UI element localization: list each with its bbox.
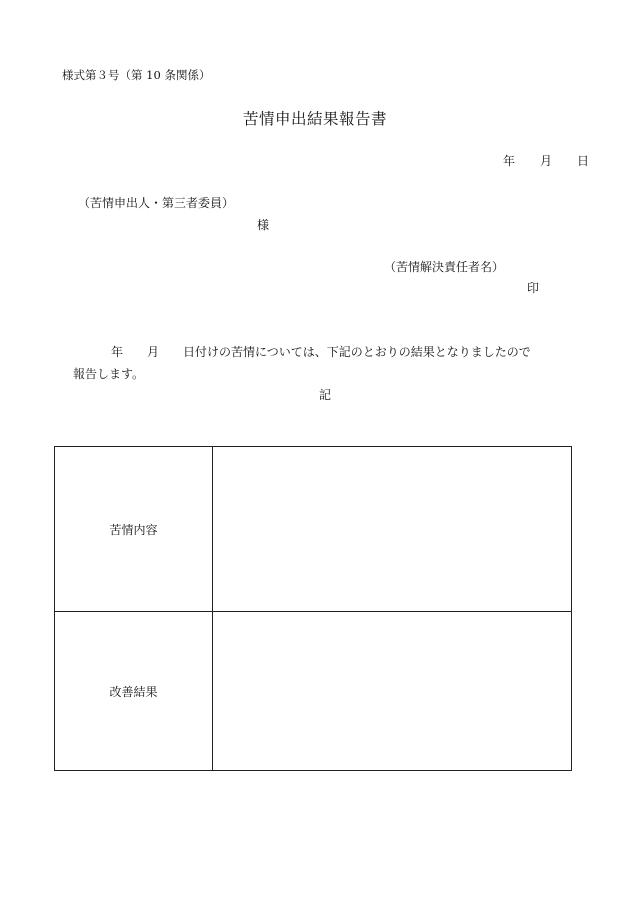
body-text-line2: 報告します。: [73, 367, 145, 381]
date-month-label: 月: [540, 154, 553, 168]
improvement-result-label: [55, 612, 213, 770]
complaint-content-label: [55, 447, 213, 611]
handler-label: （苦情解決責任者名）: [384, 260, 505, 274]
document-title: 苦情申出結果報告書: [242, 110, 387, 128]
table-row-complaint-content: [55, 447, 571, 612]
table-row-improvement-result: [55, 612, 571, 770]
date-year-label: 年: [503, 154, 516, 168]
recipient-honorific: 様: [257, 218, 270, 232]
body-month-label: 月: [147, 345, 160, 359]
ki-heading: 記: [319, 388, 332, 402]
improvement-result-field[interactable]: [213, 612, 571, 770]
result-table: [54, 446, 572, 771]
form-number: 様式第３号（第 10 条関係）: [62, 68, 211, 82]
complaint-content-label-text: 苦情内容: [109, 522, 158, 537]
body-text-line1: 日付けの苦情については、下記のとおりの結果となりましたので: [183, 345, 531, 359]
date-day-label: 日: [577, 154, 590, 168]
seal-mark: 印: [527, 281, 540, 295]
body-year-label: 年: [111, 345, 124, 359]
recipient-label: （苦情申出人・第三者委員）: [78, 196, 235, 210]
complaint-content-field[interactable]: [213, 447, 571, 611]
improvement-result-label-text: 改善結果: [109, 684, 158, 699]
